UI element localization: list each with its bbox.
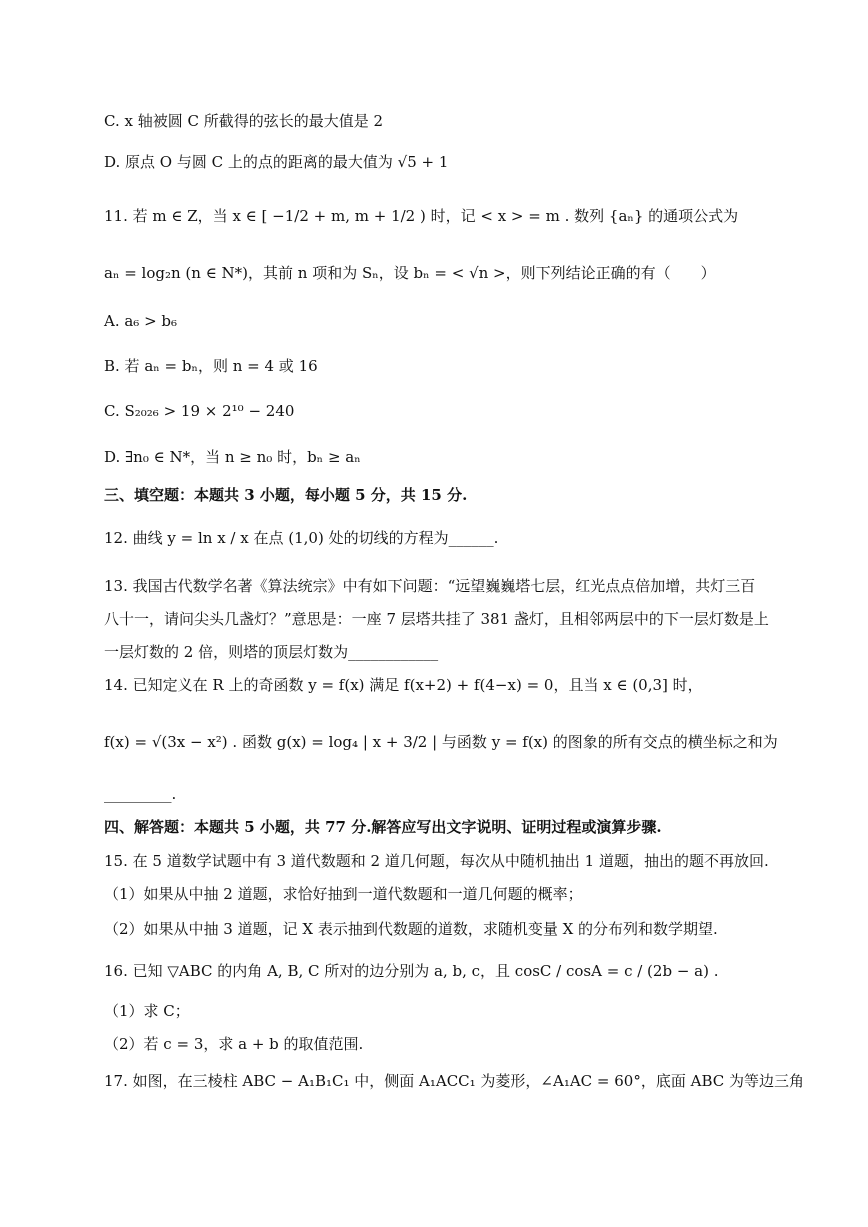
question-16-part-1: （1）求 C； <box>104 1002 190 1020</box>
question-15-part-1: （1）如果从中抽 2 道题，求恰好抽到一道代数题和一道几何题的概率； <box>104 885 583 903</box>
option-b-11: B. 若 aₙ = bₙ，则 n = 4 或 16 <box>104 357 318 375</box>
question-14-blank: _________. <box>104 785 177 803</box>
option-c-10: C. x 轴被圆 C 所截得的弦长的最大值是 2 <box>104 112 384 130</box>
option-c-11: C. S₂₀₂₆ > 19 × 2¹⁰ − 240 <box>104 402 295 420</box>
option-a-11: A. a₆ > b₆ <box>104 312 178 330</box>
question-17-stem: 17. 如图，在三棱柱 ABC − A₁B₁C₁ 中，侧面 A₁ACC₁ 为菱形，∠A₁AC = 60°，底面 ABC 为等边三角 <box>104 1072 804 1090</box>
question-11-stem: 11. 若 m ∈ Z，当 x ∈ [ −1/2 + m, m + 1/2 ) 时，记 < x > = m . 数列 {aₙ} 的通项公式为 <box>104 207 739 225</box>
question-15-stem: 15. 在 5 道数学试题中有 3 道代数题和 2 道几何题，每次从中随机抽出 1 道题，抽出的题不再放回. <box>104 852 769 870</box>
question-14-line-2: f(x) = √(3x − x²) . 函数 g(x) = log₄ | x + 3/2 | 与函数 y = f(x) 的图象的所有交点的横坐标之和为 <box>104 733 778 751</box>
option-d-11: D. ∃n₀ ∈ N*，当 n ≥ n₀ 时，bₙ ≥ aₙ <box>104 448 361 466</box>
question-13-line-2: 八十一，请问尖头几盏灯？”意思是：一座 7 层塔共挂了 381 盏灯，且相邻两层中的下一层灯数是上 <box>104 610 769 628</box>
question-14-line-1: 14. 已知定义在 R 上的奇函数 y = f(x) 满足 f(x+2) + f(4−x) = 0，且当 x ∈ (0,3] 时， <box>104 676 703 694</box>
question-13-line-3: 一层灯数的 2 倍，则塔的顶层灯数为____________ <box>104 643 439 661</box>
question-11-stem-cont: aₙ = log₂n (n ∈ N*)，其前 n 项和为 Sₙ，设 bₙ = < √n >，则下列结论正确的有（ ） <box>104 264 716 282</box>
question-16-part-2: （2）若 c = 3，求 a + b 的取值范围. <box>104 1035 364 1053</box>
section-3-heading: 三、填空题：本题共 3 小题，每小题 5 分，共 15 分. <box>104 486 468 504</box>
question-15-part-2: （2）如果从中抽 3 道题，记 X 表示抽到代数题的道数，求随机变量 X 的分布列和数学期望. <box>104 920 718 938</box>
question-12: 12. 曲线 y = ln x / x 在点 (1,0) 处的切线的方程为______. <box>104 529 499 547</box>
question-13-line-1: 13. 我国古代数学名著《算法统宗》中有如下问题：“远望巍巍塔七层，红光点点倍加增，共灯三百 <box>104 577 756 595</box>
section-4-heading: 四、解答题：本题共 5 小题，共 77 分.解答应写出文字说明、证明过程或演算步骤. <box>104 818 662 836</box>
question-16-stem: 16. 已知 ▽ABC 的内角 A, B, C 所对的边分别为 a, b, c，且 cosC / cosA = c / (2b − a) . <box>104 962 719 980</box>
option-d-10: D. 原点 O 与圆 C 上的点的距离的最大值为 √5 + 1 <box>104 153 449 171</box>
